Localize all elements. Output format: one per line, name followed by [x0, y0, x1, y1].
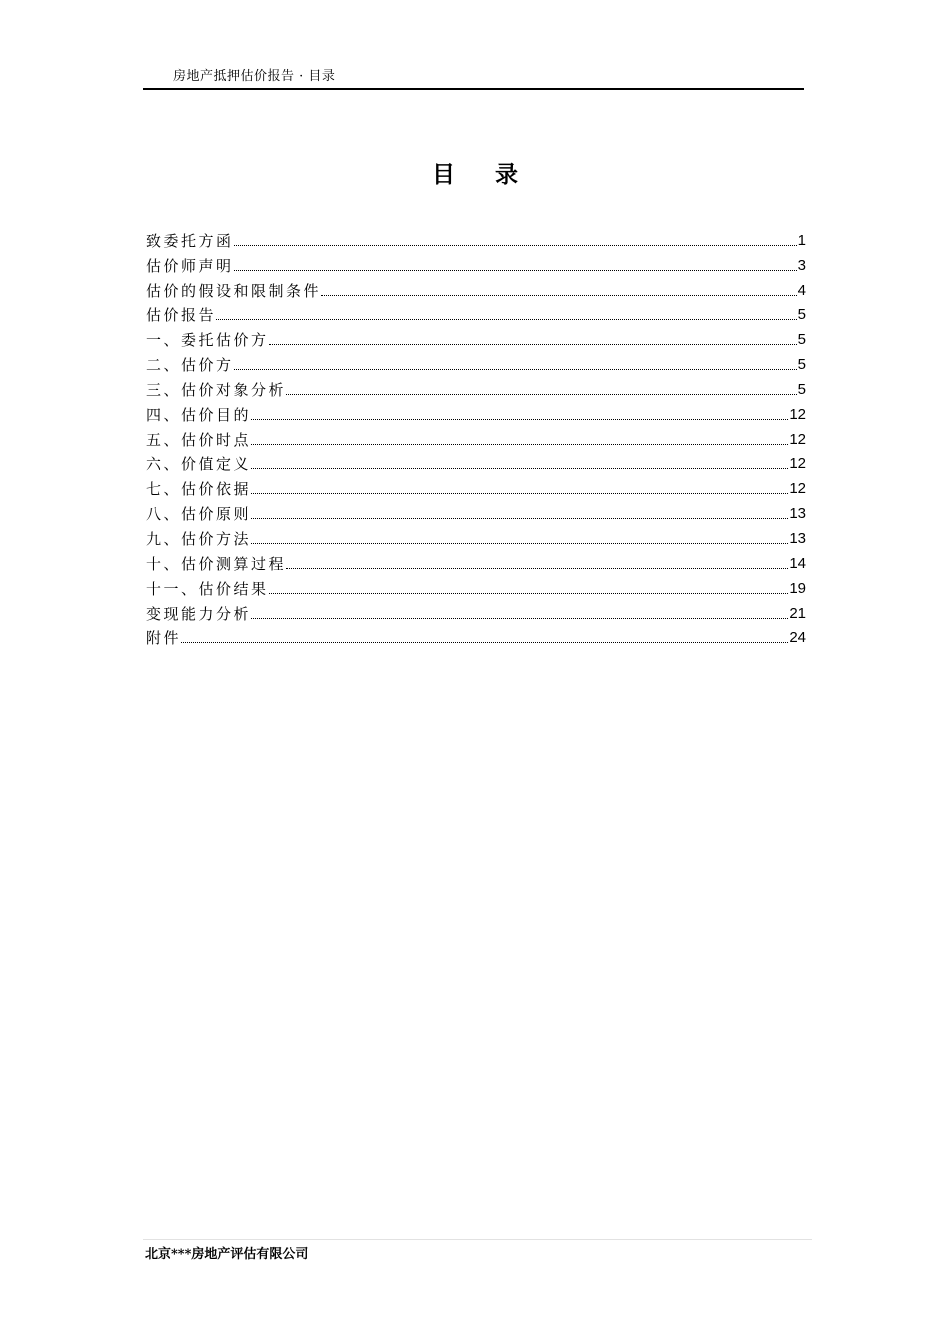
footer-company: 北京***房地产评估有限公司: [145, 1247, 309, 1262]
toc-dot-leader: [321, 295, 797, 296]
toc-entry-label: 估价报告: [146, 306, 217, 325]
toc-entry-page-number: 12: [789, 480, 806, 498]
toc-entry-page-number: 12: [789, 455, 806, 473]
toc-entry[interactable]: [146, 499, 806, 524]
toc-entry-page-number: 1: [797, 231, 806, 249]
toc-entry[interactable]: [146, 474, 806, 499]
toc-entry[interactable]: [146, 624, 806, 649]
toc-dot-leader: [251, 543, 788, 544]
toc-entry[interactable]: [146, 350, 806, 375]
toc-dot-leader: [286, 568, 788, 569]
toc-entry-label: 估价的假设和限制条件: [146, 281, 322, 300]
toc-dot-leader: [181, 642, 788, 643]
toc-entry-label: 七、估价依据: [146, 480, 252, 499]
toc-entry-label: 附件: [146, 629, 182, 648]
toc-entry-page-number: 24: [789, 629, 806, 647]
toc-entry-page-number: 13: [789, 529, 806, 547]
toc-entry-label: 估价师声明: [146, 256, 234, 275]
toc-dot-leader: [251, 493, 788, 494]
toc-entry-label: 八、估价原则: [146, 505, 252, 524]
toc-entry-label: 变现能力分析: [146, 604, 252, 623]
toc-entry-page-number: 14: [789, 554, 806, 572]
toc-entry-page-number: 5: [797, 306, 806, 324]
toc-entry-page-number: 12: [789, 405, 806, 423]
toc-entry-label: 一、委托估价方: [146, 331, 269, 350]
header-title: 房地产抵押估价报告 · 目录: [173, 69, 336, 84]
toc-entry-page-number: 13: [789, 505, 806, 523]
toc-dot-leader: [234, 270, 797, 271]
toc-entry-label: 六、价值定义: [146, 455, 252, 474]
toc-entry-label: 十、估价测算过程: [146, 554, 287, 573]
toc-dot-leader: [286, 394, 797, 395]
toc-entry-page-number: 4: [797, 281, 806, 299]
toc-entry-page-number: 3: [797, 256, 806, 274]
toc-dot-leader: [234, 245, 797, 246]
toc-entry-label: 九、估价方法: [146, 529, 252, 548]
toc-entry-page-number: 21: [789, 604, 806, 622]
toc-entry[interactable]: [146, 325, 806, 350]
toc-entry-page-number: 5: [797, 356, 806, 374]
page-title: 目录: [432, 162, 558, 188]
toc-entry-page-number: 5: [797, 331, 806, 349]
footer-divider: [143, 1239, 812, 1240]
toc-dot-leader: [234, 369, 797, 370]
toc-entry-label: 三、估价对象分析: [146, 380, 287, 399]
toc-entry-label: 致委托方函: [146, 231, 234, 250]
toc-dot-leader: [269, 344, 797, 345]
toc-entry[interactable]: [146, 375, 806, 400]
toc-entry[interactable]: [146, 599, 806, 624]
toc-dot-leader: [251, 518, 788, 519]
toc-entry-label: 十一、估价结果: [146, 579, 269, 598]
toc-entry[interactable]: [146, 226, 806, 251]
toc-entry[interactable]: [146, 251, 806, 276]
toc-entry[interactable]: [146, 400, 806, 425]
toc-entry[interactable]: [146, 574, 806, 599]
toc-dot-leader: [269, 593, 789, 594]
toc-entry-page-number: 12: [789, 430, 806, 448]
toc-entry-page-number: 5: [797, 380, 806, 398]
toc-dot-leader: [251, 618, 788, 619]
toc-entry-label: 四、估价目的: [146, 405, 252, 424]
toc-entry[interactable]: [146, 425, 806, 450]
toc-entry[interactable]: [146, 549, 806, 574]
toc-entry-label: 二、估价方: [146, 356, 234, 375]
toc-entry-label: 五、估价时点: [146, 430, 252, 449]
toc-dot-leader: [216, 319, 797, 320]
page-header: [143, 66, 804, 90]
toc-entry[interactable]: [146, 276, 806, 301]
toc-dot-leader: [251, 444, 788, 445]
toc-entry[interactable]: [146, 301, 806, 326]
toc-entry[interactable]: [146, 450, 806, 475]
table-of-contents: [146, 226, 806, 648]
toc-entry[interactable]: [146, 524, 806, 549]
toc-dot-leader: [251, 419, 788, 420]
toc-dot-leader: [251, 468, 788, 469]
toc-entry-page-number: 19: [789, 579, 806, 597]
